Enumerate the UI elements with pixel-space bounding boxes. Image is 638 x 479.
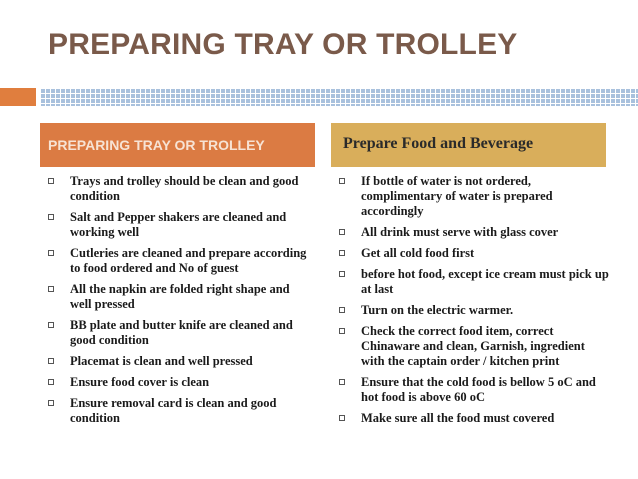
list-item bbox=[339, 375, 609, 405]
list-item-text: Get all cold food first bbox=[361, 246, 475, 260]
square-bullet-icon bbox=[48, 178, 54, 184]
list-item bbox=[48, 246, 310, 276]
slide-title: PREPARING TRAY OR TROLLEY bbox=[48, 28, 518, 61]
right-bullet-list bbox=[339, 174, 609, 432]
list-item bbox=[48, 375, 310, 390]
square-bullet-icon bbox=[48, 379, 54, 385]
square-bullet-icon bbox=[48, 322, 54, 328]
list-item-text: If bottle of water is not ordered, complimentary of water is prepared accordingly bbox=[361, 174, 553, 218]
square-bullet-icon bbox=[48, 250, 54, 256]
square-bullet-icon bbox=[339, 307, 345, 313]
list-item bbox=[339, 303, 609, 318]
list-item bbox=[339, 225, 609, 240]
left-column-header: PREPARING TRAY OR TROLLEY bbox=[40, 123, 315, 167]
list-item bbox=[48, 210, 310, 240]
list-item-text: Make sure all the food must covered bbox=[361, 411, 555, 425]
list-item-text: BB plate and butter knife are cleaned and good condition bbox=[70, 318, 293, 347]
right-column-header: Prepare Food and Beverage bbox=[331, 123, 606, 167]
square-bullet-icon bbox=[339, 379, 345, 385]
square-bullet-icon bbox=[48, 400, 54, 406]
list-item bbox=[339, 411, 609, 426]
square-bullet-icon bbox=[339, 271, 345, 277]
list-item bbox=[339, 324, 609, 369]
list-item-text: Turn on the electric warmer. bbox=[361, 303, 514, 317]
list-item bbox=[339, 174, 609, 219]
list-item bbox=[48, 396, 310, 426]
list-item bbox=[48, 174, 310, 204]
list-item-text: Ensure that the cold food is bellow 5 oC and hot food is above 60 oC bbox=[361, 375, 596, 404]
square-bullet-icon bbox=[48, 358, 54, 364]
list-item-text: Check the correct food item, correct Chinaware and clean, Garnish, ingredient with the captain order / kitchen print bbox=[361, 324, 585, 368]
list-item-text: All the napkin are folded right shape and well pressed bbox=[70, 282, 290, 311]
list-item-text: Placemat is clean and well pressed bbox=[70, 354, 253, 368]
list-item-text: Ensure food cover is clean bbox=[70, 375, 210, 389]
square-bullet-icon bbox=[339, 250, 345, 256]
list-item-text: Cutleries are cleaned and prepare according to food ordered and No of guest bbox=[70, 246, 307, 275]
list-item-text: Salt and Pepper shakers are cleaned and working well bbox=[70, 210, 287, 239]
square-bullet-icon bbox=[339, 415, 345, 421]
list-item bbox=[48, 354, 310, 369]
list-item bbox=[339, 267, 609, 297]
list-item-text: before hot food, except ice cream must pick up at last bbox=[361, 267, 609, 296]
list-item-text: Trays and trolley should be clean and good condition bbox=[70, 174, 299, 203]
list-item-text: Ensure removal card is clean and good condition bbox=[70, 396, 277, 425]
square-bullet-icon bbox=[48, 286, 54, 292]
list-item bbox=[339, 246, 609, 261]
list-item bbox=[48, 282, 310, 312]
list-item-text: All drink must serve with glass cover bbox=[361, 225, 559, 239]
square-bullet-icon bbox=[48, 214, 54, 220]
accent-bar-orange bbox=[0, 88, 36, 106]
square-bullet-icon bbox=[339, 229, 345, 235]
accent-bar-blue bbox=[40, 88, 638, 106]
list-item bbox=[48, 318, 310, 348]
left-bullet-list bbox=[48, 174, 310, 432]
square-bullet-icon bbox=[339, 178, 345, 184]
square-bullet-icon bbox=[339, 328, 345, 334]
